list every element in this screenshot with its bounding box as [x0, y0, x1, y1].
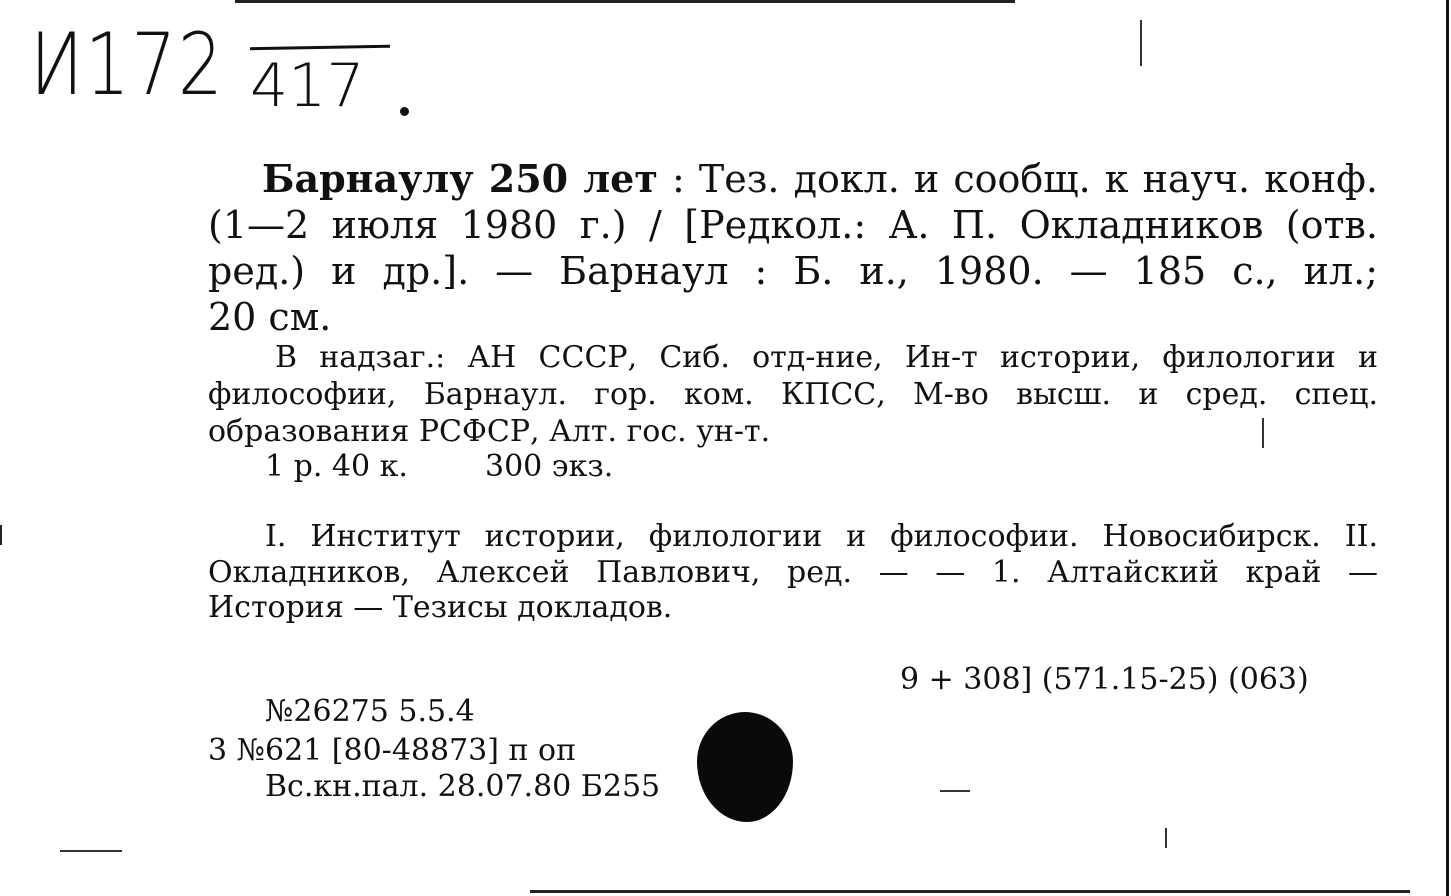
classification-index: 9 + 308] (571.15-25) (063) — [900, 662, 1309, 697]
footer-line-2: 3 №621 [80-48873] п оп — [208, 733, 577, 768]
copies: 300 экз. — [485, 449, 614, 484]
punch-hole — [697, 712, 793, 822]
scan-speck — [1140, 20, 1142, 66]
note-line-1: В надзаг.: АН СССР, Сиб. отд-ние, Ин-т истории, филологии и — [275, 340, 1378, 375]
tracing-line-2: Окладников, Алексей Павлович, ред. — — 1. Алтайский край — — [208, 555, 1378, 590]
note-line-3: образования РСФСР, Алт. гос. ун-т. — [208, 414, 771, 449]
record-title-rest: : Тез. докл. и сообщ. к науч. конф. — [657, 157, 1379, 201]
scan-edge-bottom — [530, 890, 1410, 893]
note-line-2: философии, Барнаул. гор. ком. КПСС, М-во высш. и сред. спец. — [208, 377, 1378, 412]
record-line-1 — [262, 156, 1379, 201]
fraction-line — [250, 45, 390, 50]
record-line-3: ред.) и др.]. — Барнаул : Б. и., 1980. — 185 с., ил.; — [208, 249, 1378, 293]
scan-edge-top — [235, 0, 1015, 3]
scan-speck — [1165, 828, 1167, 848]
scan-speck — [1262, 418, 1264, 448]
scan-speck — [940, 790, 970, 792]
scan-edge-left — [0, 525, 2, 545]
shelfmark: И172 — [30, 15, 225, 115]
tracing-line-1: I. Институт истории, филологии и философии. Новосибирск. II. — [265, 519, 1378, 554]
record-line-4: 20 см. — [208, 295, 332, 339]
tracing-line-3: История — Тезисы докладов. — [208, 590, 673, 625]
shelfmark-dot — [400, 107, 409, 116]
scan-speck — [60, 850, 122, 852]
footer-line-1: №26275 5.5.4 — [265, 694, 475, 729]
shelfmark-denominator: 417 — [250, 51, 365, 121]
price: 1 р. 40 к. — [265, 449, 408, 484]
record-title: Барнаулу 250 лет — [262, 156, 658, 201]
record-line-2: (1—2 июля 1980 г.) / [Редкол.: А. П. Окладников (отв. — [208, 203, 1378, 247]
scan-edge-right — [1446, 0, 1449, 896]
footer-line-3: Вс.кн.пал. 28.07.80 Б255 — [265, 769, 661, 804]
